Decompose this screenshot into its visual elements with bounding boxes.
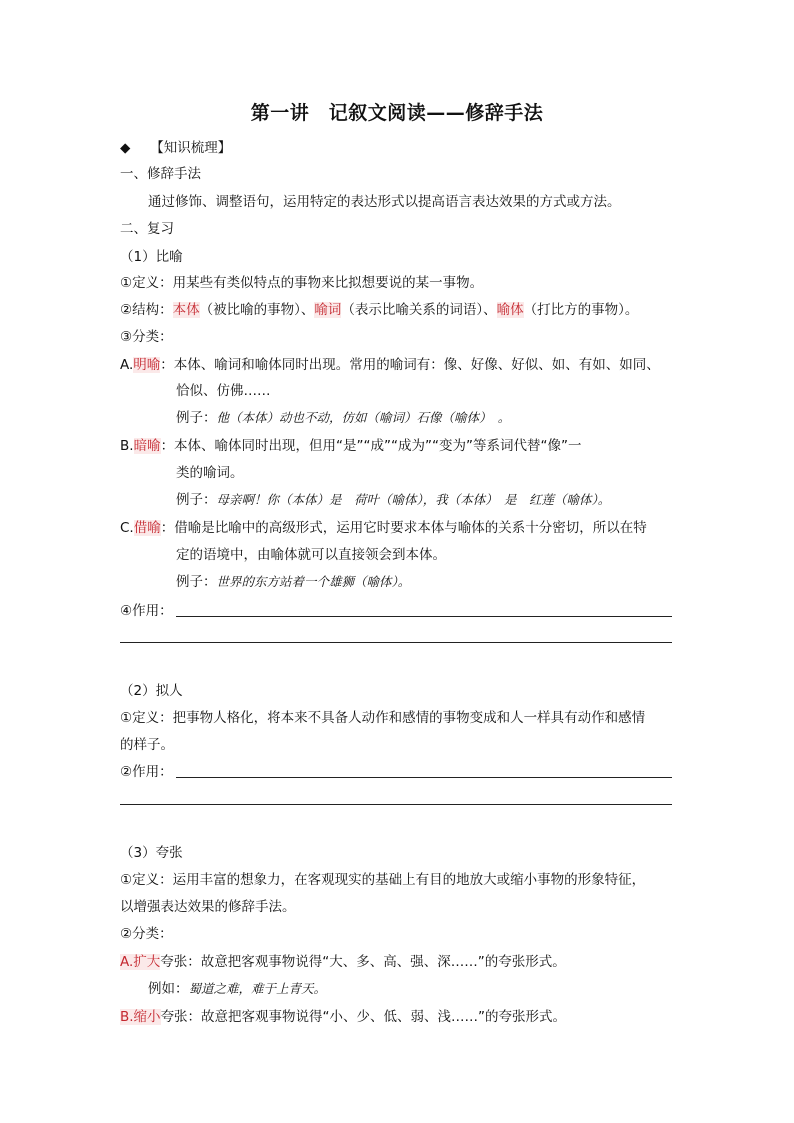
jieyu-text-1: ：借喻是比喻中的高级形式，运用它时要求本体与喻体的关系十分密切，所以在特 [160, 520, 647, 536]
biyu-definition: ①定义：用某些有类似特点的事物来比拟想要说的某一事物。 [120, 275, 484, 291]
niren-definition-2: 的样子。 [120, 737, 174, 753]
section-1-heading: 一、修辞手法 [120, 166, 201, 182]
mingyu-line-1 [120, 355, 660, 375]
knowledge-label: 【知识梳理】 [150, 140, 232, 156]
suoxiao-tag: B.缩小 [120, 1009, 161, 1025]
biyu-effect-answer-line-1[interactable] [176, 616, 672, 617]
example-label: 例子： [176, 574, 217, 590]
mingyu-text-1: ：本体、喻词和喻体同时出现。常用的喻词有：像、好像、好似、如、有如、如同、 [160, 357, 660, 373]
knowledge-heading [120, 138, 231, 158]
jieyu-line-1 [120, 518, 647, 538]
anyu-text-1: ：本体、喻体同时出现，但用“是”“成”“成为”“变为”等系词代替“像”一 [160, 438, 582, 454]
mingyu-example [176, 408, 510, 428]
niren-effect-label: ②作用： [120, 764, 173, 780]
mingyu-line-2: 恰似、仿佛…… [176, 383, 271, 399]
example-text: 世界的东方站着一个雄狮（喻体）。 [216, 574, 411, 589]
kuoda-tag: A.扩大 [120, 954, 161, 970]
anyu-line-1 [120, 436, 582, 456]
term-yuti: 喻体 [496, 302, 524, 318]
mingyu-prefix: A. [120, 357, 134, 373]
kuoda-line [120, 952, 566, 972]
niren-effect-answer-line-1[interactable] [176, 777, 672, 778]
niren-effect-answer-line-2[interactable] [120, 804, 672, 805]
example-label: 例如： [148, 981, 189, 997]
suoxiao-line [120, 1007, 566, 1027]
term-yuti-note: （打比方的事物）。 [523, 302, 639, 318]
kuazhang-definition-1: ①定义：运用丰富的想象力，在客观现实的基础上有目的地放大或缩小事物的形象特征， [120, 872, 646, 888]
biyu-heading: （1）比喻 [120, 249, 183, 265]
kuazhang-definition-2: 以增强表达效果的修辞手法。 [120, 899, 296, 915]
jieyu-example [176, 572, 410, 592]
anyu-example [176, 490, 610, 510]
term-yuci-note: （表示比喻关系的词语）、 [341, 302, 497, 318]
anyu-term: 暗喻 [133, 438, 161, 454]
section-2-heading: 二、复习 [120, 221, 174, 237]
mingyu-term: 明喻 [133, 357, 161, 373]
kuoda-example [148, 979, 326, 999]
jieyu-line-2: 定的语境中，由喻体就可以直接领会到本体。 [176, 547, 446, 563]
niren-heading: （2）拟人 [120, 683, 183, 699]
example-text: 蜀道之难，难于上青天。 [188, 981, 327, 996]
kuazhang-heading: （3）夸张 [120, 845, 183, 861]
example-label: 例子： [176, 492, 217, 508]
kuazhang-classification: ②分类： [120, 926, 173, 942]
jieyu-term: 借喻 [133, 520, 161, 536]
example-text: 他（本体）动也不动，仿如（喻词）石像（喻体） 。 [216, 410, 511, 425]
niren-definition-1: ①定义：把事物人格化，将本来不具备人动作和感情的事物变成和人一样具有动作和感情 [120, 710, 646, 726]
term-yuci: 喻词 [314, 302, 342, 318]
structure-prefix: ②结构： [120, 302, 173, 318]
biyu-effect-label: ④作用： [120, 603, 173, 619]
suoxiao-text: 夸张：故意把客观事物说得“小、少、低、弱、浅……”的夸张形式。 [160, 1009, 567, 1025]
jieyu-prefix: C. [120, 520, 134, 536]
example-label: 例子： [176, 410, 217, 426]
example-text: 母亲啊！你（本体）是 荷叶（喻体），我（本体） 是 红莲（喻体）。 [216, 492, 611, 507]
section-1-body: 通过修饰、调整语句，运用特定的表达形式以提高语言表达效果的方式或方法。 [148, 194, 621, 210]
anyu-line-2: 类的喻词。 [176, 465, 244, 481]
biyu-structure [120, 300, 638, 320]
diamond-bullet-icon: ◆ [120, 140, 131, 156]
term-bentI-note: （被比喻的事物）、 [199, 302, 315, 318]
anyu-prefix: B. [120, 438, 134, 454]
biyu-classification: ③分类： [120, 329, 173, 345]
biyu-effect-answer-line-2[interactable] [120, 642, 672, 643]
term-bentI: 本体 [172, 302, 200, 318]
kuoda-text: 夸张：故意把客观事物说得“大、多、高、强、深……”的夸张形式。 [160, 954, 566, 970]
page-title: 第一讲 记叙文阅读——修辞手法 [250, 102, 544, 124]
